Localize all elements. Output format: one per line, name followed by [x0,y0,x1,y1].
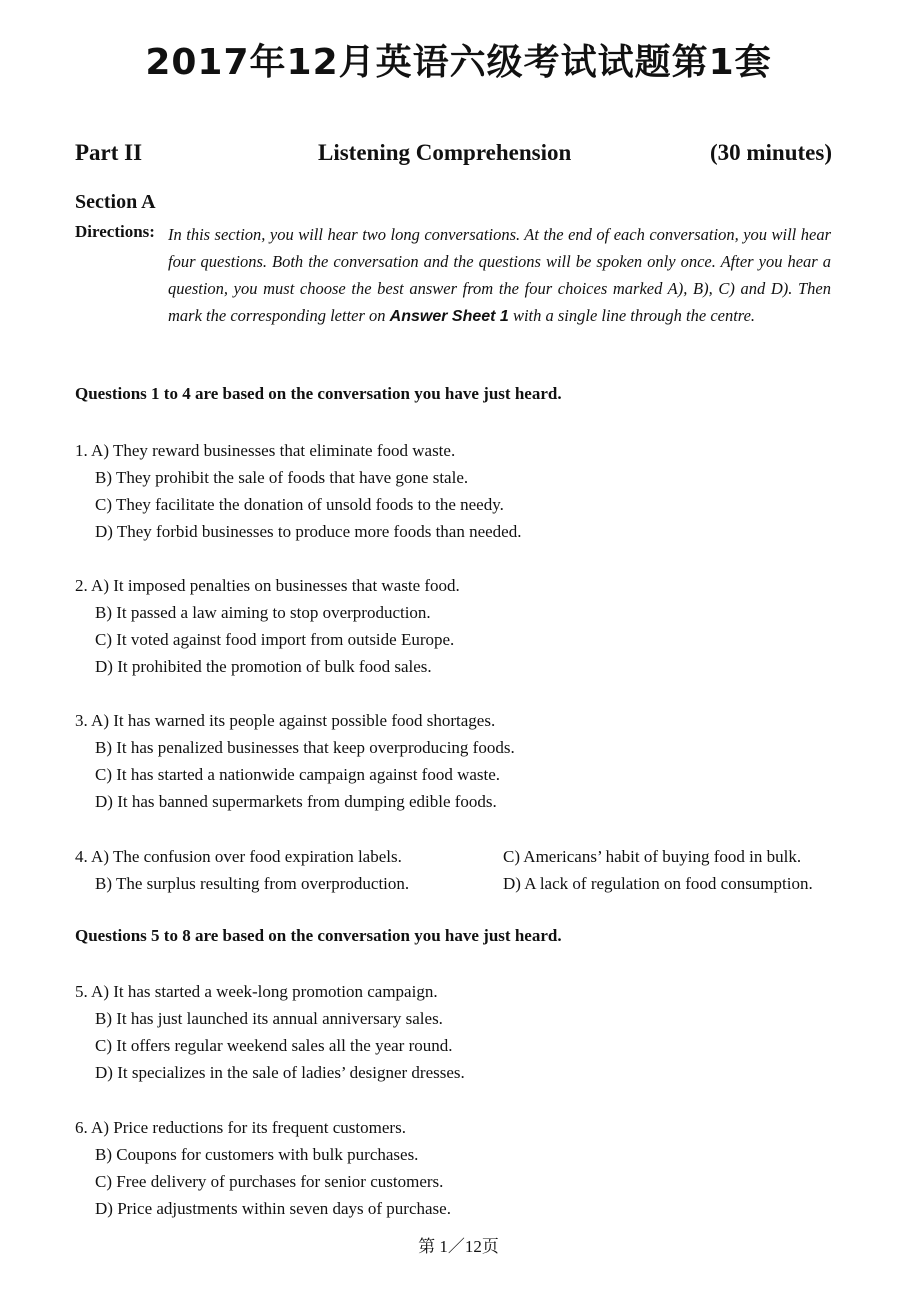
part-time: (30 minutes) [709,140,832,165]
section-heading: Section A [75,191,156,213]
question-1 [75,437,521,545]
question-3 [75,707,515,815]
question-4-option-b: B) The surplus resulting from overproduction. [95,874,410,893]
question-6-option-a: 6. A) Price reductions for its frequent customers. [75,1118,406,1137]
question-4 [75,843,832,897]
directions-text-after: with a single line through the centre. [508,306,756,325]
question-5 [75,978,465,1086]
part-header [75,140,832,170]
question-5-option-a: 5. A) It has started a week-long promotion campaign. [75,982,438,1001]
question-6-option-b: B) Coupons for customers with bulk purchases. [95,1145,419,1164]
question-group-2-header: Questions 5 to 8 are based on the conversation you have just heard. [75,926,562,945]
question-2 [75,572,460,680]
question-2-option-b: B) It passed a law aiming to stop overproduction. [95,603,431,622]
directions-label: Directions: [75,222,155,241]
question-1-option-a: 1. A) They reward businesses that eliminate food waste. [75,441,456,460]
directions-text [168,221,831,330]
question-1-option-c: C) They facilitate the donation of unsold foods to the needy. [95,495,504,514]
answer-sheet-label: Answer Sheet 1 [389,308,509,325]
page-number: 第 1／12页 [418,1237,499,1256]
question-4-option-a: 4. A) The confusion over food expiration labels. [75,847,402,866]
question-2-option-c: C) It voted against food import from outside Europe. [95,630,455,649]
question-6-option-c: C) Free delivery of purchases for senior customers. [95,1172,444,1191]
question-3-option-c: C) It has started a nationwide campaign against food waste. [95,765,501,784]
question-6-option-d: D) Price adjustments within seven days of purchase. [95,1199,451,1218]
question-2-option-d: D) It prohibited the promotion of bulk food sales. [95,657,432,676]
question-2-option-a: 2. A) It imposed penalties on businesses that waste food. [75,576,460,595]
question-4-option-d: D) A lack of regulation on food consumption. [503,874,813,893]
part-name: Listening Comprehension [318,140,572,165]
question-3-option-b: B) It has penalized businesses that keep overproducing foods. [95,738,515,757]
question-5-option-c: C) It offers regular weekend sales all the year round. [95,1036,453,1055]
part-label: Part II [75,140,143,165]
question-5-option-d: D) It specializes in the sale of ladies’ designer dresses. [95,1063,465,1082]
question-6 [75,1114,451,1222]
question-1-option-d: D) They forbid businesses to produce more foods than needed. [95,522,522,541]
question-4-option-c: C) Americans’ habit of buying food in bulk. [503,847,802,866]
question-3-option-d: D) It has banned supermarkets from dumping edible foods. [95,792,497,811]
question-5-option-b: B) It has just launched its annual anniversary sales. [95,1009,443,1028]
question-3-option-a: 3. A) It has warned its people against possible food shortages. [75,711,496,730]
question-group-1-header: Questions 1 to 4 are based on the conversation you have just heard. [75,384,562,403]
directions-text-before: In this section, you will hear two long conversations. At the end of each conversation, you will hear four questions. Both the conversation and the questions will be spoken only once. After you hear a question, you must choose the best answer from the four choices marked A), B), C) and D). Then mark the corresponding letter on [168,225,831,325]
page-title: 2017年12月英语六级考试试题第1套 [145,42,772,83]
question-1-option-b: B) They prohibit the sale of foods that have gone stale. [95,468,469,487]
